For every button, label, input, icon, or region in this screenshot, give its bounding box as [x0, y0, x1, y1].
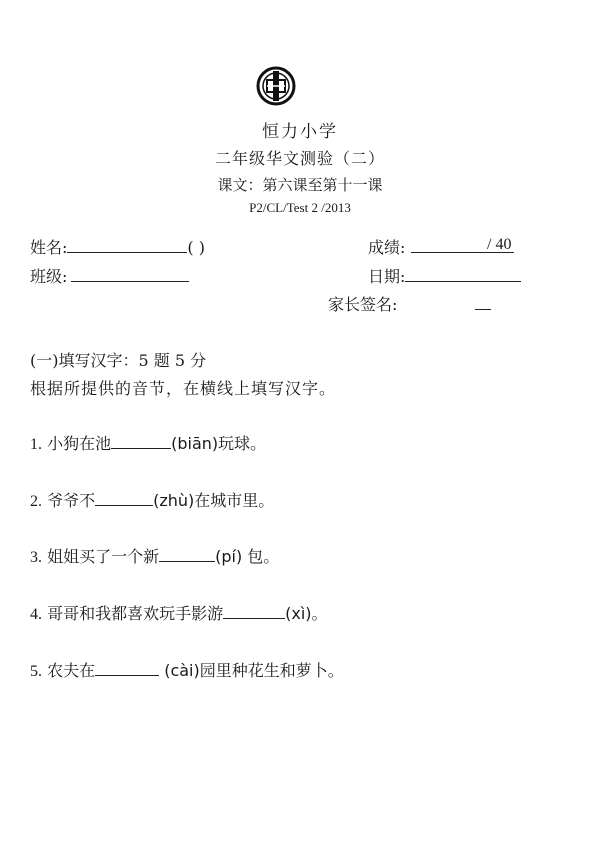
parent-signature-label: 家长签名:	[328, 295, 398, 314]
date-label: 日期:	[368, 267, 406, 286]
question-number: 3.	[30, 549, 42, 566]
answer-blank[interactable]	[95, 491, 153, 506]
pinyin-hint: (pí)	[215, 547, 243, 566]
score-field	[368, 235, 514, 258]
lessons-range: 课文：第六课至第十一课	[217, 176, 383, 194]
question-number: 5.	[30, 663, 42, 680]
parent-signature-blank[interactable]	[475, 295, 491, 310]
pinyin-hint: (cài)	[159, 661, 200, 680]
question-text-after: 玩球。	[218, 434, 267, 453]
question-number: 1.	[30, 436, 42, 453]
name-field	[30, 235, 205, 258]
name-blank[interactable]	[67, 238, 187, 253]
score-total: / 40	[487, 236, 512, 253]
question-text-after: 在城市里。	[194, 491, 275, 510]
question-item	[30, 431, 266, 454]
question-text-after: 包。	[242, 547, 280, 566]
question-text-after: 。	[311, 604, 328, 623]
answer-blank[interactable]	[223, 604, 285, 619]
school-logo-emblem	[256, 66, 296, 106]
pinyin-hint: (xì)	[285, 604, 312, 623]
score-label: 成绩:	[368, 238, 406, 257]
section-instruction: 根据所提供的音节，在横线上填写汉字。	[30, 379, 337, 398]
school-name: 恒力小学	[262, 122, 338, 142]
parent-signature-field	[328, 292, 491, 315]
pinyin-hint: (zhù)	[153, 491, 195, 510]
answer-blank[interactable]	[159, 547, 215, 562]
question-text-before: 姐姐买了一个新	[47, 547, 160, 566]
question-item	[30, 601, 328, 624]
question-text-before: 爷爷不	[47, 491, 96, 510]
name-label: 姓名:	[30, 238, 68, 257]
question-item	[30, 544, 279, 567]
question-number: 4.	[30, 606, 42, 623]
question-text-before: 小狗在池	[47, 434, 112, 453]
question-text-before: 农夫在	[47, 661, 96, 680]
pinyin-hint: (biān)	[171, 434, 219, 453]
question-text-before: 哥哥和我都喜欢玩手影游	[47, 604, 224, 623]
answer-blank[interactable]	[111, 434, 171, 449]
date-blank[interactable]	[405, 267, 521, 282]
date-field	[368, 264, 521, 287]
class-blank[interactable]	[71, 267, 189, 282]
section-title: (一)填写汉字：5 题 5 分	[30, 351, 207, 370]
class-label: 班级:	[30, 267, 68, 286]
class-field	[30, 264, 189, 287]
score-blank[interactable]	[411, 238, 514, 253]
question-number: 2.	[30, 493, 42, 510]
question-text-after: 园里种花生和萝卜。	[199, 661, 344, 680]
class-number-paren: ( )	[187, 238, 205, 257]
test-name: 二年级华文测验（二）	[214, 149, 385, 168]
answer-blank[interactable]	[95, 661, 159, 676]
question-item	[30, 658, 344, 681]
question-item	[30, 488, 274, 511]
test-code: P2/CL/Test 2 /2013	[249, 200, 351, 215]
